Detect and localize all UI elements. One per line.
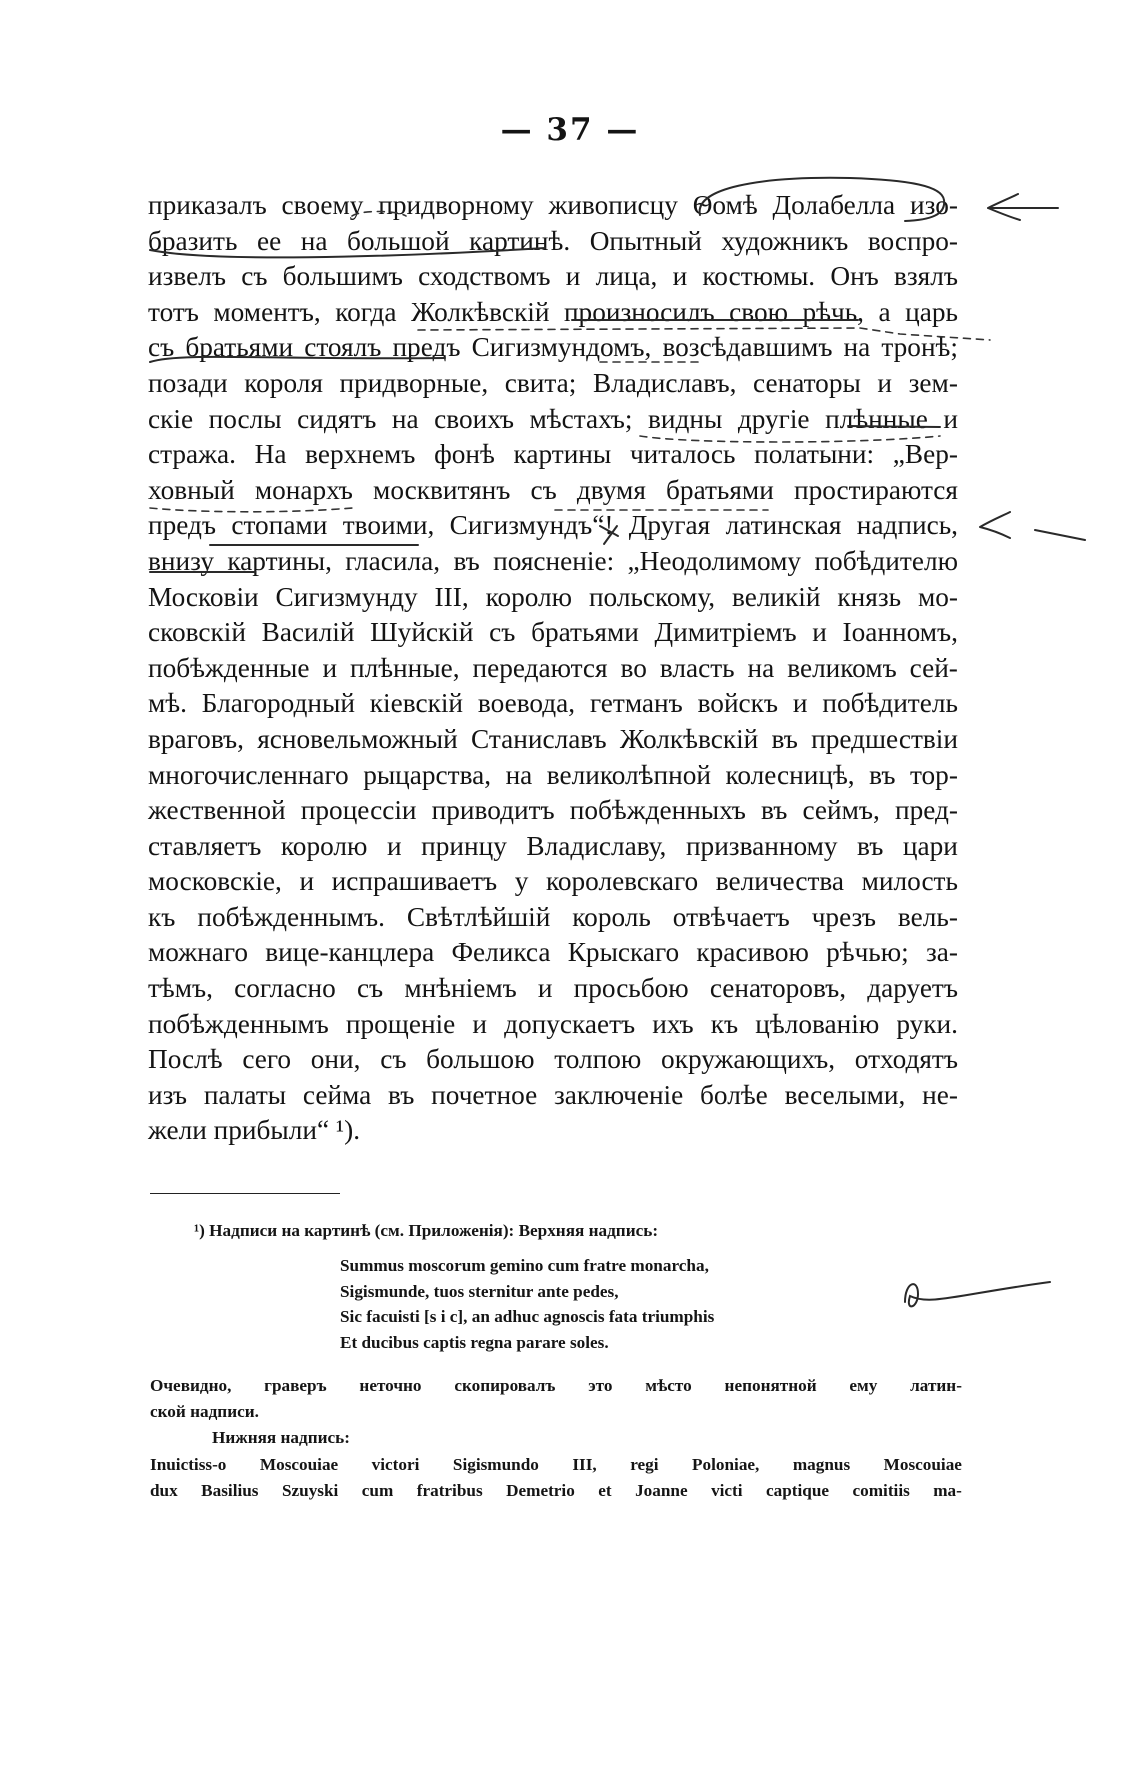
text-line: жели прибыли“ ¹). (148, 1115, 361, 1146)
text-line: ховный монархъ москвитянъ съ двумя братьями простираются (148, 474, 958, 505)
text-line: внизу картины, гласила, въ поясненіе: „Неодолимому побѣдителю (148, 545, 958, 576)
verse-line: Sic facuisti [s i c], an adhuc agnoscis fata triumphis (340, 1307, 715, 1326)
lower-inscription-label: Нижняя надпись: (212, 1428, 350, 1447)
text-line: Московіи Сигизмунду III, королю польскому, великій князь мо- (148, 581, 958, 612)
text-line: тотъ моментъ, когда Жолкѣвскій произносилъ свою рѣчь, а царь (148, 296, 958, 327)
lower-inscription-line: dux Basilius Szuyski cum fratribus Demetrio et Joanne victi captique comitiis ma- (150, 1480, 962, 1500)
note-line: Очевидно, граверъ неточно скопировалъ это мѣсто непонятной ему латин- (150, 1376, 962, 1395)
footnote-note (150, 1373, 962, 1424)
footnote-divider (150, 1193, 340, 1194)
lower-inscription-text (150, 1452, 962, 1503)
margin-arrow-1 (988, 194, 1058, 220)
text-line: извелъ съ большимъ сходствомъ и лица, и костюмы. Онъ взялъ (148, 261, 958, 292)
text-line: Послѣ сего они, съ большою толпою окружающихъ, отходятъ (148, 1044, 958, 1075)
text-line: съ братьями стоялъ предъ Сигизмундомъ, возсѣдавшимъ на тронѣ; (148, 332, 958, 363)
text-line: изъ палаты сейма въ почетное заключеніе болѣе веселыми, не- (148, 1079, 958, 1110)
text-line: ставляетъ королю и принцу Владиславу, призванному въ цари (148, 830, 958, 861)
text-line: предъ стопами твоими, Сигизмундъ“! Другая латинская надпись, (148, 510, 958, 541)
lower-inscription-line: Inuictiss-o Moscouiae victori Sigismundo III, regi Poloniae, magnus Moscouiae (150, 1455, 962, 1474)
verse-line: Et ducibus captis regna parare soles. (340, 1332, 609, 1352)
text-line: скіе послы сидятъ на своихъ мѣстахъ; видны другіе плѣнные и (148, 403, 958, 434)
footnote-intro: ¹) Надписи на картинѣ (см. Приложенія): Верхняя надпись: (194, 1221, 659, 1240)
verse-line: Summus moscorum gemino cum fratre monarcha, (340, 1256, 709, 1275)
text-line: жественной процессіи приводитъ побѣжденныхъ въ сеймъ, пред- (148, 795, 958, 826)
text-line: тѣмъ, согласно съ мнѣніемъ и просьбою сенаторовъ, даруетъ (148, 973, 958, 1004)
latin-verse-inscription (340, 1253, 714, 1355)
text-line: побѣжденные и плѣнные, передаются во власть на великомъ сей- (148, 652, 958, 683)
margin-note-mark (905, 1282, 1050, 1306)
text-line: побѣжденнымъ прощеніе и допускаетъ ихъ къ цѣлованію руки. (148, 1008, 958, 1039)
text-line: сковскій Василій Шуйскій съ братьями Димитріемъ и Іоанномъ, (148, 617, 958, 648)
page-number: — 37 — (500, 112, 640, 148)
text-line: мѣ. Благородный кіевскій воевода, гетманъ войскъ и побѣдитель (148, 688, 958, 719)
text-line: къ побѣжденнымъ. Свѣтлѣйшій король отвѣчаетъ чрезъ вель- (148, 901, 958, 932)
text-line: позади короля придворные, свита; Владиславъ, сенаторы и зем- (148, 367, 958, 398)
text-line: можнаго вице-канцлера Феликса Крыскаго красивою рѣчью; за- (148, 937, 958, 968)
text-line: бразить ее на большой картинѣ. Опытный художникъ воспро- (148, 225, 958, 256)
margin-arrow-2 (980, 512, 1085, 540)
text-line: стража. На верхнемъ фонѣ картины читалось полатыни: „Вер- (148, 439, 958, 470)
text-line: враговъ, ясновельможный Станиславъ Жолкѣвскій въ предшествіи (148, 723, 958, 754)
text-line: московскіе, и испрашиваетъ у королевскаго величества милость (148, 866, 958, 897)
note-line: ской надписи. (150, 1401, 259, 1421)
text-line: приказалъ своему придворному живописцу Ѳомѣ Долабелла изо- (148, 190, 958, 220)
text-line: многочисленнаго рыцарства, на великолѣпной колесницѣ, въ тор- (148, 759, 958, 790)
verse-line: Sigismunde, tuos sternitur ante pedes, (340, 1281, 619, 1301)
main-text (148, 188, 958, 1149)
